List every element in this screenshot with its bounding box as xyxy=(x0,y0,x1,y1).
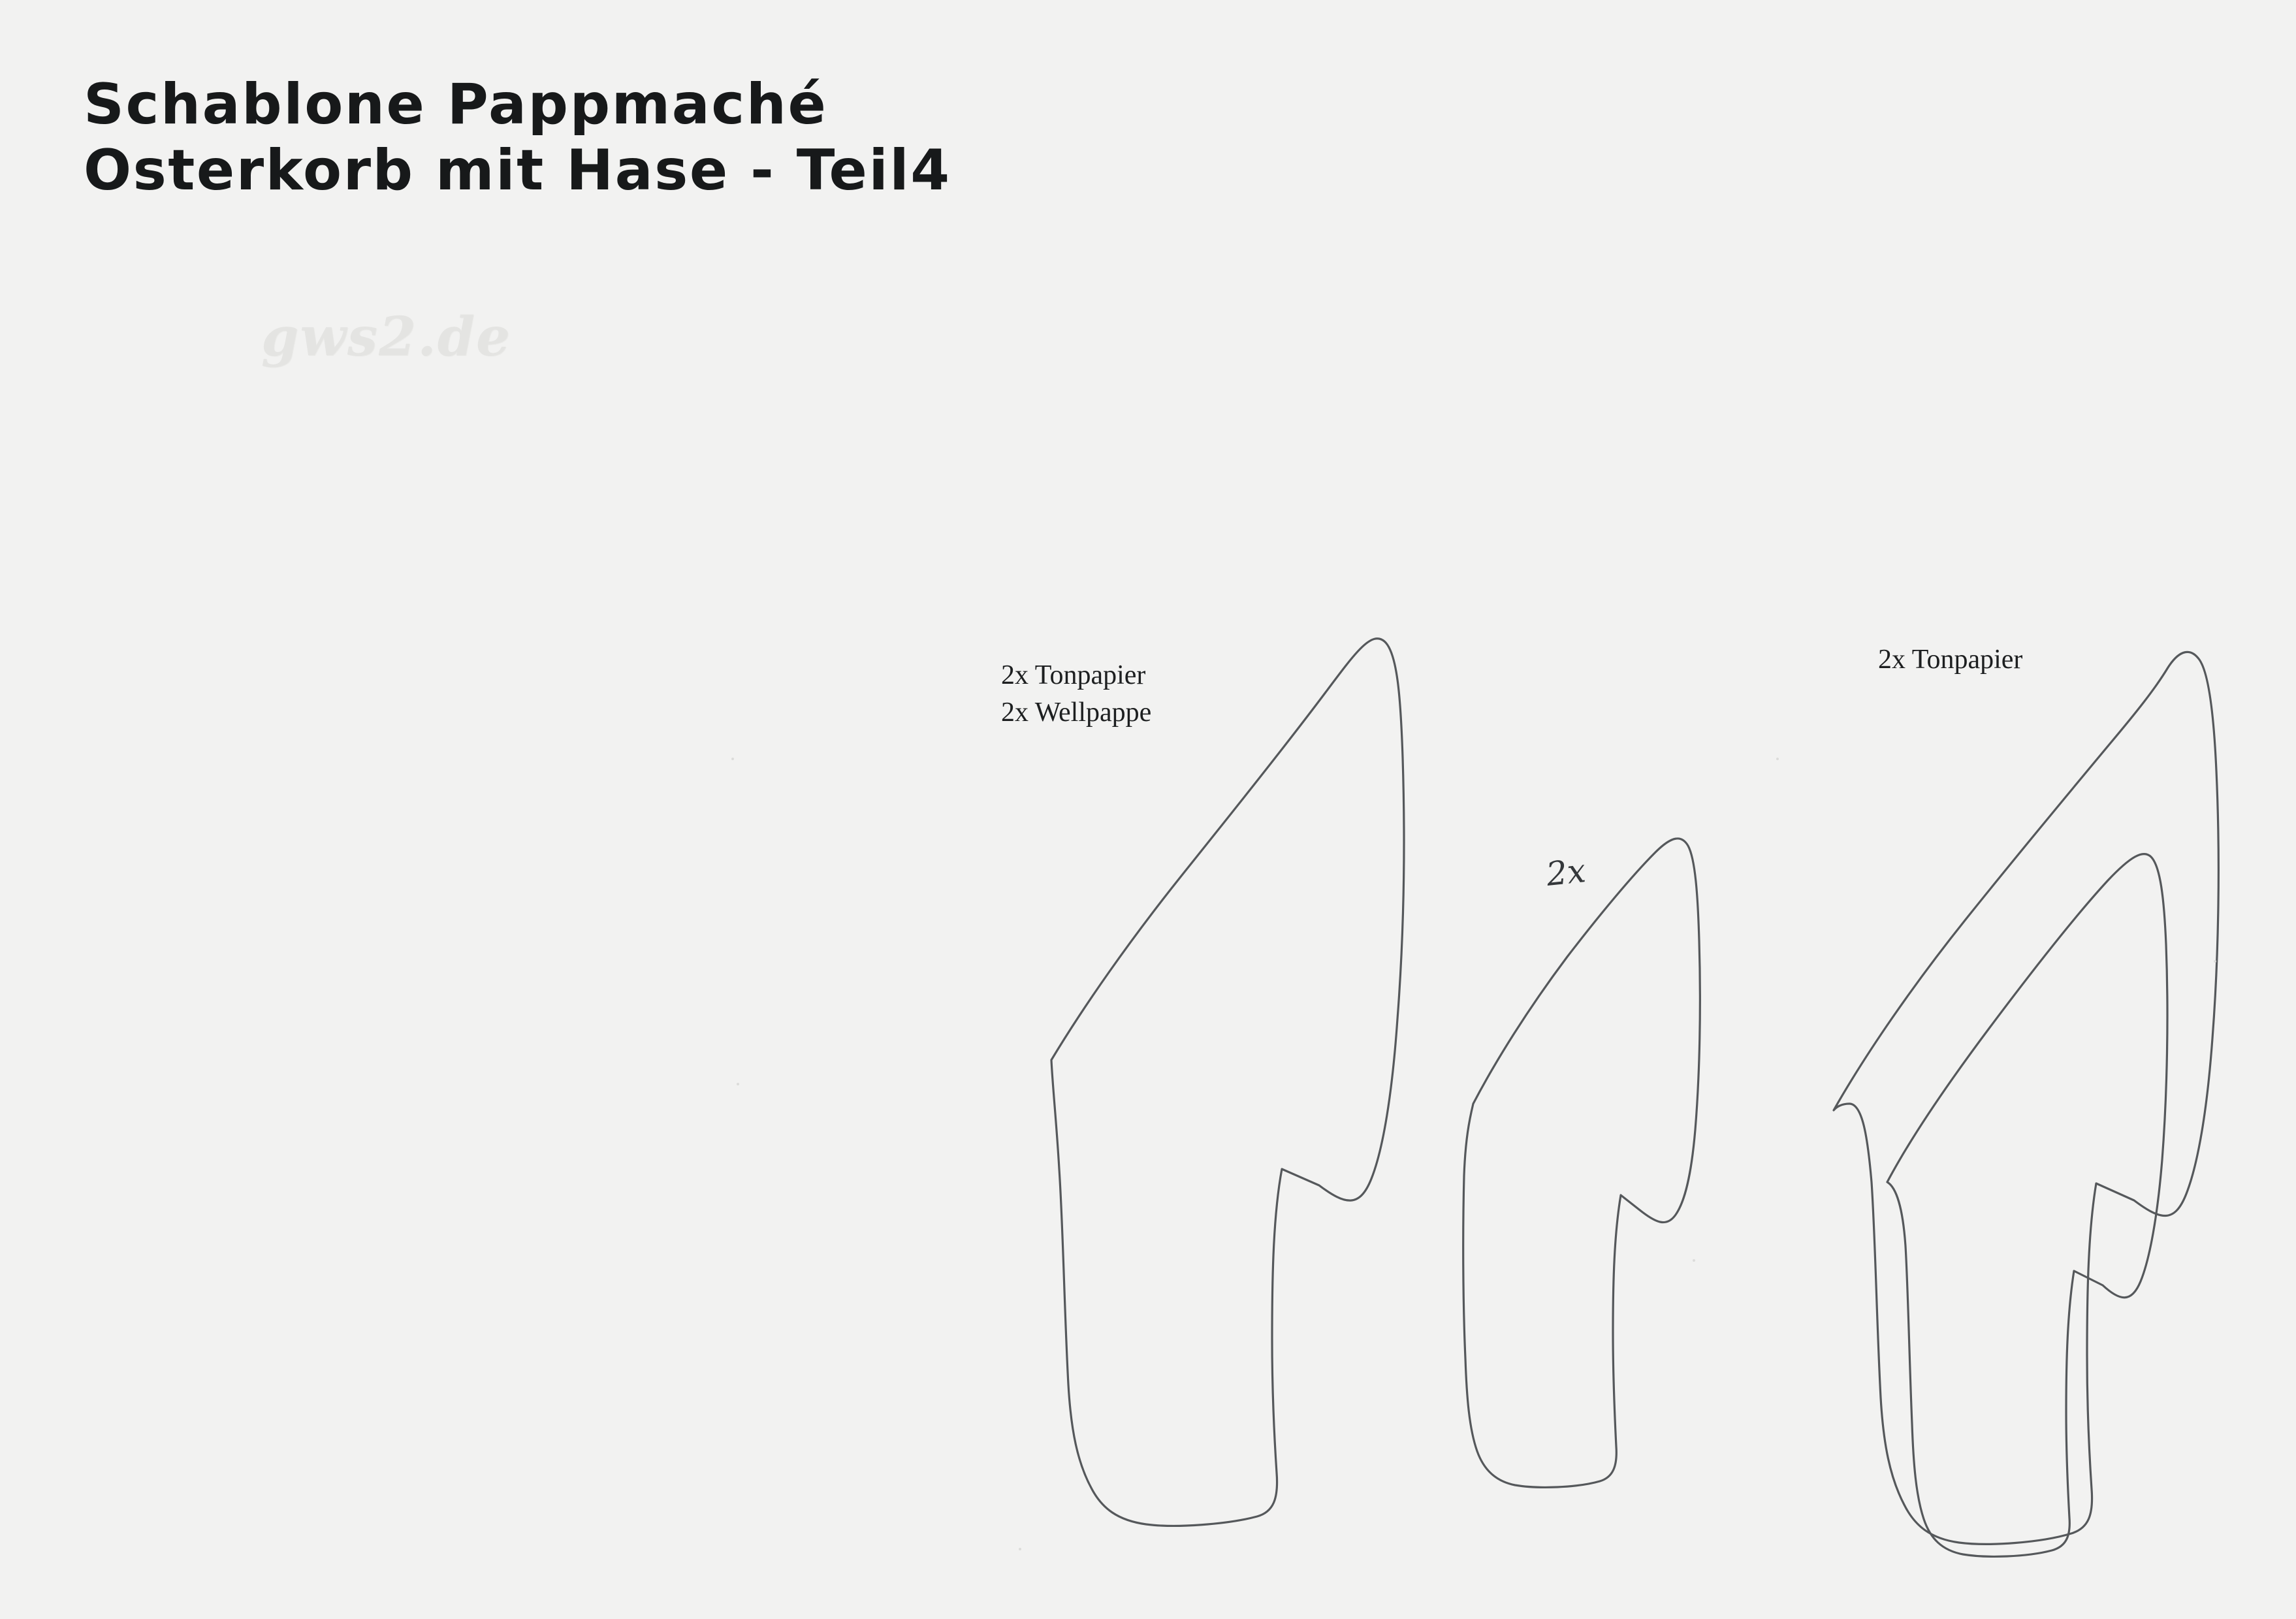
double-ear-outer-outline xyxy=(1834,652,2218,1544)
annotation-handwritten-quantity: 2x xyxy=(1544,852,1587,893)
paper-speck xyxy=(731,758,734,760)
paper-speck xyxy=(1019,1548,1021,1550)
annotation-left-line-2: 2x Wellpappe xyxy=(1001,697,1152,728)
annotation-right-line-1: 2x Tonpapier xyxy=(1878,645,2023,675)
small-ear-outline xyxy=(1463,839,1700,1487)
annotation-left-line-1: 2x Tonpapier xyxy=(1001,660,1146,690)
title-line-2: Osterkorb mit Hase - Teil4 xyxy=(84,138,951,204)
paper-speck xyxy=(1776,758,1779,760)
watermark: gws2.de xyxy=(261,306,512,368)
paper-speck xyxy=(737,1083,739,1085)
title-line-1: Schablone Pappmaché xyxy=(84,72,828,137)
large-ear-outline xyxy=(1051,639,1404,1526)
paper-speck xyxy=(2214,960,2216,963)
double-ear-inner-outline xyxy=(1887,854,2167,1557)
paper-speck xyxy=(1693,1259,1695,1262)
